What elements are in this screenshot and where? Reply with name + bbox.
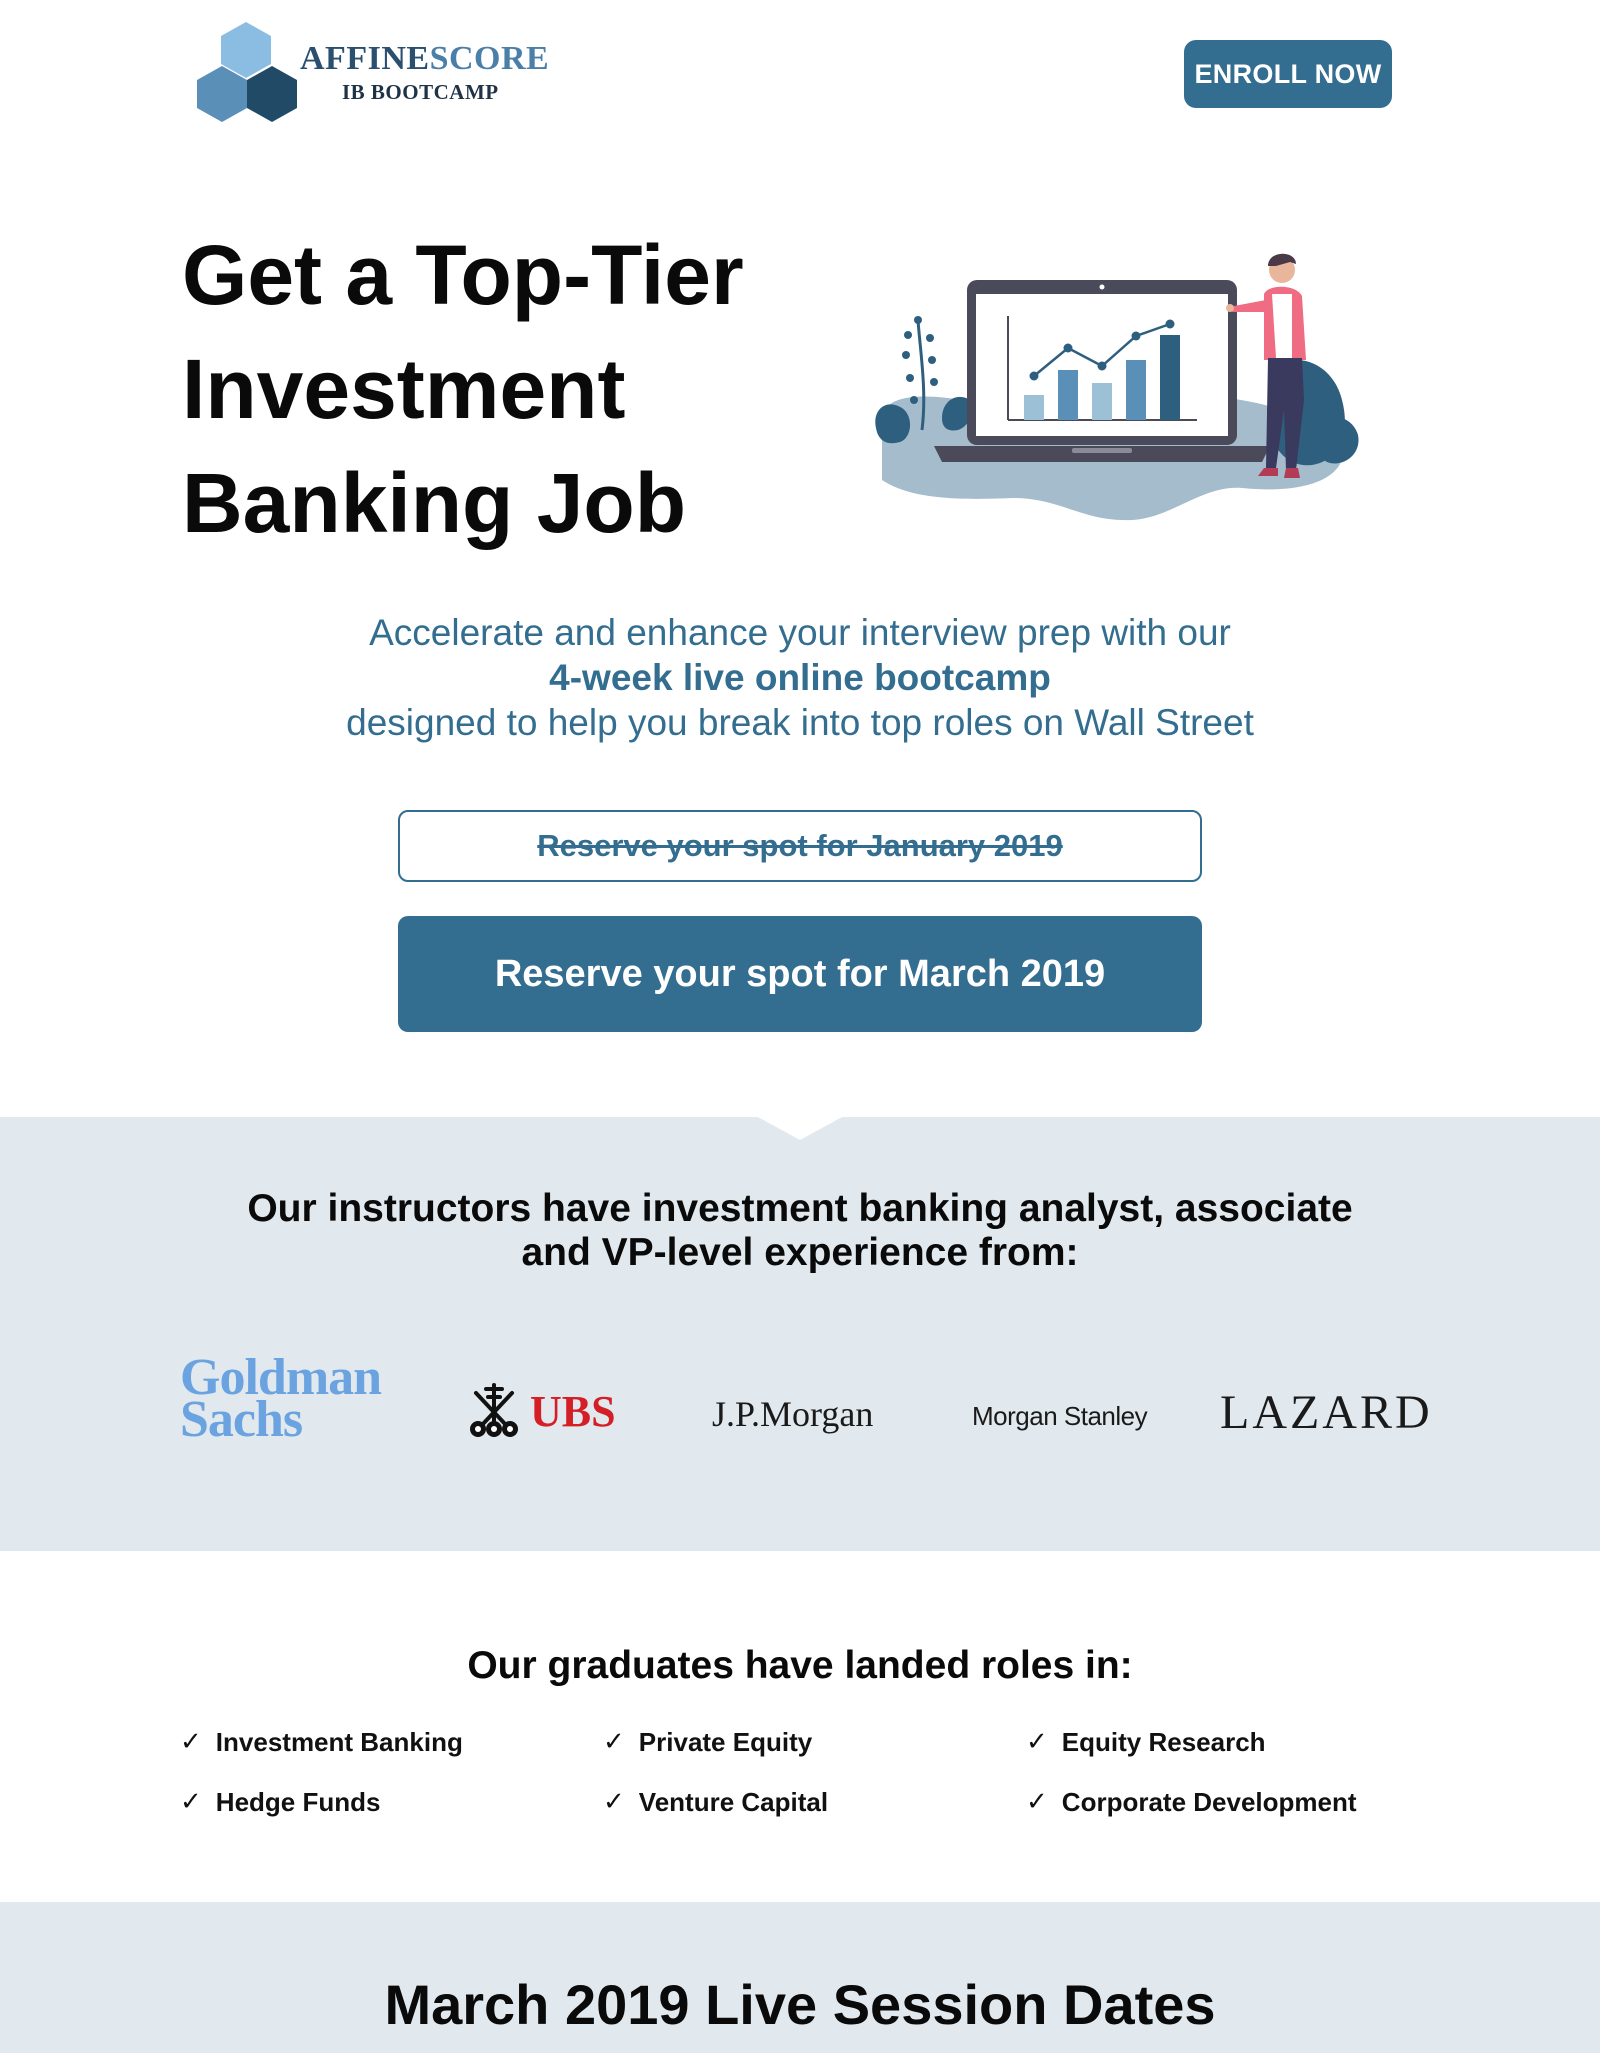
role-item: ✓ Hedge Funds [180, 1786, 381, 1817]
reserve-january-label: Reserve your spot for January 2019 [537, 828, 1063, 863]
instructors-title-line-2: and VP-level experience from: [521, 1231, 1079, 1274]
goldman-sachs-logo [180, 1349, 382, 1448]
instructors-section [0, 1117, 1600, 1551]
jpmorgan-logo: J.P.Morgan [712, 1394, 874, 1434]
hero-title-line-3: Banking Job [182, 456, 687, 550]
role-item: ✓ Corporate Development [1026, 1786, 1357, 1817]
hero-title [182, 218, 822, 560]
lazard-logo: LAZARD [1220, 1386, 1433, 1439]
check-icon: ✓ [1026, 1787, 1048, 1817]
check-icon: ✓ [603, 1787, 625, 1817]
tagline-line-3: designed to help you break into top roles on Wall Street [346, 702, 1254, 743]
presenter-laptop-chart-illustration [872, 250, 1362, 540]
graduates-title: Our graduates have landed roles in: [467, 1644, 1133, 1687]
role-item: ✓ Equity Research [1026, 1726, 1266, 1757]
logo-subtitle: IB BOOTCAMP [342, 80, 499, 104]
hero-tagline [200, 610, 1400, 745]
instructors-title-line-1: Our instructors have investment banking analyst, associate [247, 1187, 1353, 1230]
ubs-logo [466, 1379, 616, 1443]
reserve-january-button[interactable] [398, 810, 1202, 882]
section-notch [756, 1116, 844, 1140]
hero-title-line-2: Investment [182, 342, 626, 436]
role-item: ✓ Investment Banking [180, 1726, 463, 1757]
tagline-highlight: 4-week live online bootcamp [549, 657, 1051, 698]
tagline-line-1: Accelerate and enhance your interview prep with our [369, 612, 1231, 653]
goldman-logo-line-1: Goldman [180, 1349, 382, 1406]
reserve-march-button[interactable]: Reserve your spot for March 2019 [398, 916, 1202, 1032]
graduate-roles-list [180, 1726, 1420, 1818]
check-icon: ✓ [603, 1727, 625, 1757]
logo-title: AFFINESCORE [300, 40, 550, 77]
ubs-keys-icon [466, 1381, 522, 1441]
check-icon: ✓ [180, 1727, 202, 1757]
check-icon: ✓ [180, 1787, 202, 1817]
enroll-now-button[interactable]: ENROLL NOW [1184, 40, 1392, 108]
morgan-stanley-logo: Morgan Stanley [972, 1401, 1148, 1431]
hexagon-logo-icon [192, 18, 302, 128]
check-icon: ✓ [1026, 1727, 1048, 1757]
session-dates-title: March 2019 Live Session Dates [384, 1973, 1216, 2036]
site-header [0, 0, 1600, 150]
ubs-wordmark: UBS [530, 1386, 616, 1436]
role-item: ✓ Venture Capital [603, 1786, 829, 1817]
role-item: ✓ Private Equity [603, 1726, 813, 1757]
instructors-title [160, 1187, 1440, 1275]
goldman-logo-line-2: Sachs [180, 1391, 303, 1448]
affinescore-logo[interactable] [192, 18, 552, 128]
session-dates-section [0, 1902, 1600, 2053]
hero-title-line-1: Get a Top-Tier [182, 228, 744, 322]
